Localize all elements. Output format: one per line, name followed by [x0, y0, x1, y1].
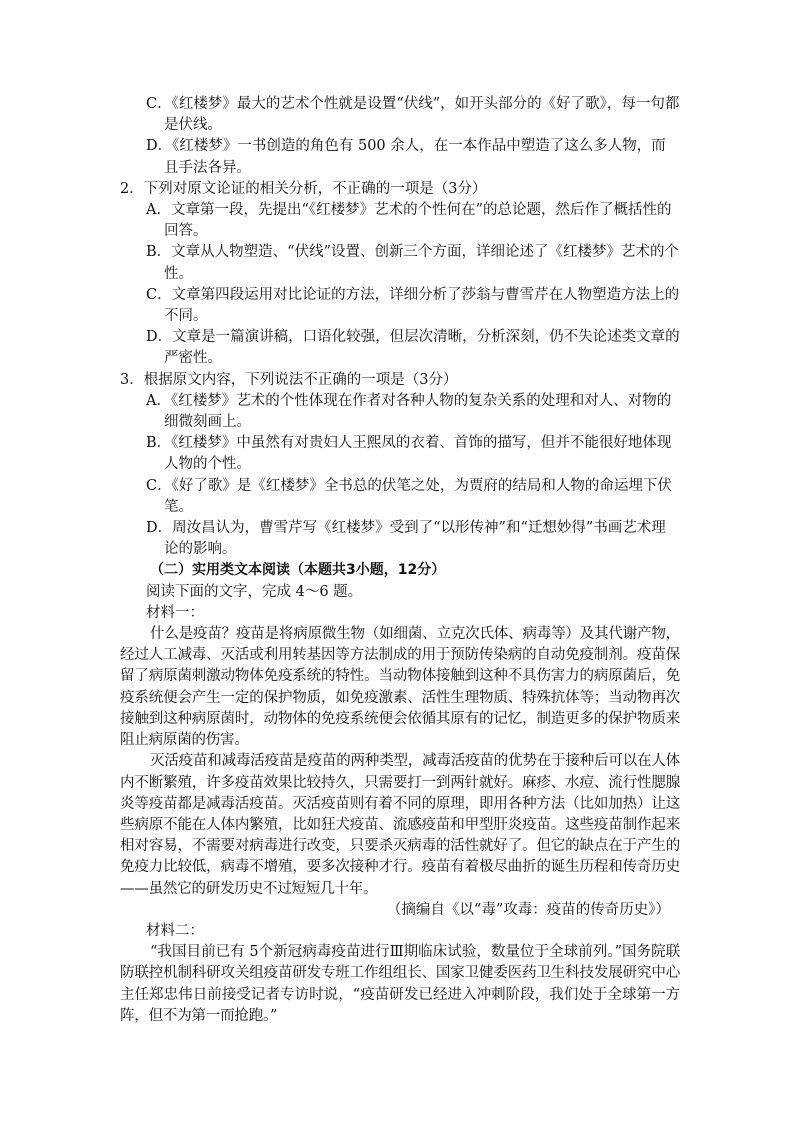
q1-option-c: C．《红楼梦》最大的艺术个性就是设置“伏线”，如开头部分的《好了歌》，每一句都是伏线。 — [146, 96, 680, 134]
q3-option-a: A．《红楼梦》艺术的个性体现在作者对各种人物的复杂关系的处理和对人、对物的细微刻画上。 — [146, 392, 672, 431]
material-1-source: （摘编自《以“毒”攻毒：疫苗的传奇历史》） — [386, 901, 670, 918]
q3-stem: 3．根据原文内容，下列说法不正确的一项是（3分） — [120, 371, 458, 388]
q3-option-b: B．《红楼梦》中虽然有对贵妇人王熙凤的衣着、首饰的描写，但并不能很好地体现人物的个性。 — [146, 435, 672, 473]
q3-option-d: D．周汝昌认为，曹雪芹写《红楼梦》受到了“以形传神”和“迁想妙得”书画艺术理论的影响。 — [146, 520, 666, 558]
material-1-paragraph-2: 灭活疫苗和减毒活疫苗是疫苗的两种类型，减毒活疫苗的优势在于接种后可以在人体内不断繁殖，许多疫苗效果比较持久，只需要打一到两针就好。麻疹、水痘、流行性腮腺炎等疫苗都是减毒活疫苗。灭活疫苗则有着不同的原理，即用各种方法（比如加热）让这些病原不能在人体内繁殖，比如狂犬疫苗、流感疫苗和甲型肝炎疫苗。这些疫苗制作起来相对容易，不需要对病毒进行改变，只要杀灭病毒的活性就好了。但它的缺点在于产生的免疫力比较低，病毒不增殖，要多次接种才行。疫苗有着极尽曲折的诞生历程和传奇历史——虽然它的研发历史不过短短几十年。 — [120, 753, 680, 897]
section-heading: （二）实用类文本阅读（本题共3小题，12分） — [150, 562, 446, 579]
q2-stem: 2．下列对原文论证的相关分析，不正确的一项是（3分） — [120, 180, 487, 197]
material-2-label: 材料二： — [146, 922, 204, 939]
q1-option-d: D．《红楼梦》一书创造的角色有 500 余人，在一本作品中塑造了这么多人物，而且手法各异。 — [146, 138, 666, 176]
material-1-paragraph-1: 什么是疫苗？疫苗是将病原微生物（如细菌、立克次氏体、病毒等）及其代谢产物，经过人工减毒、灭活或利用转基因等方法制成的用于预防传染病的自动免疫制剂。疫苗保留了病原菌刺激动物体免疫系统的特性。当动物体接触到这种不具伤害力的病原菌后，免疫系统便会产生一定的保护物质，如免疫激素、活性生理物质、特殊抗体等；当动物再次接触到这种病原菌时，动物体的免疫系统便会依循其原有的记忆，制造更多的保护物质来阻止病原菌的伤害。 — [120, 626, 680, 749]
q2-option-b: B．文章从人物塑造、“伏线”设置、创新三个方面，详细论述了《红楼梦》艺术的个性。 — [146, 244, 679, 282]
q2-option-a: A．文章第一段，先提出“《红楼梦》艺术的个性何在”的总论题，然后作了概括性的回答。 — [146, 202, 672, 240]
q3-option-c: C．《好了歌》是《红楼梦》全书总的伏笔之处，为贾府的结局和人物的命运埋下伏笔。 — [146, 477, 672, 515]
q2-option-d: D．文章是一篇演讲稿，口语化较强，但层次清晰，分析深刻，仍不失论述类文章的严密性。 — [146, 329, 680, 367]
reading-instruction: 阅读下面的文字，完成 4～6 题。 — [146, 583, 363, 600]
material-1-label: 材料一： — [146, 604, 204, 621]
material-2-paragraph-1: “我国目前已有 5个新冠病毒疫苗进行Ⅲ期临床试验，数量位于全球前列。”国务院联防联控机制科研攻关组疫苗研发专班工作组组长、国家卫健委医药卫生科技发展研究中心主任郑忠伟日前接受记者专访时说，“疫苗研发已经进入冲刺阶段，我们处于全球第一方阵，但不为第一而抢跑。” — [120, 944, 680, 1024]
document-page — [120, 94, 680, 1027]
q2-option-c: C．文章第四段运用对比论证的方法，详细分析了莎翁与曹雪芹在人物塑造方法上的不同。 — [146, 286, 680, 325]
